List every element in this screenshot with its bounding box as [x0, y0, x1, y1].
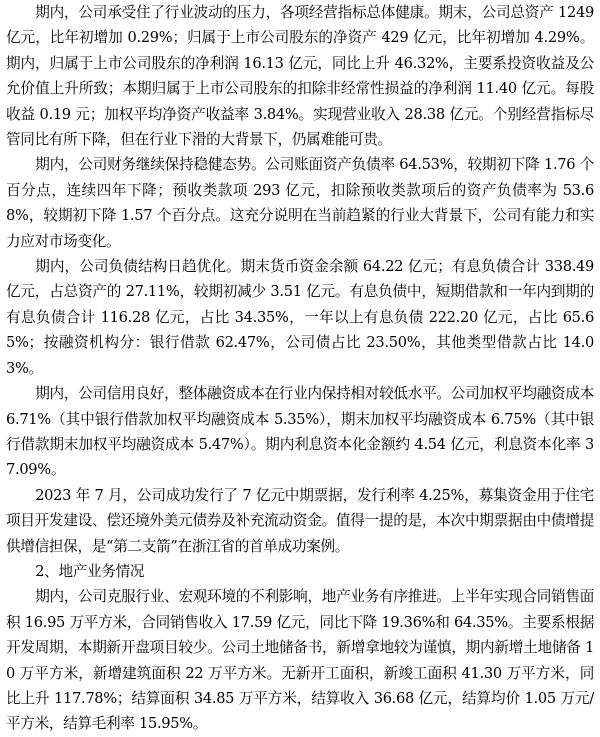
paragraph-operating-indicators: 期内，公司承受住了行业波动的压力，各项经营指标总体健康。期末，公司总资产 1249 亿元，比年初增加 0.29%；归属于上市公司股东的净资产 429 亿元，比年初增加 4.29%。期内，归属于上市公司股东的净利润 16.13 亿元，同比上升 46.32%，主要系投资收益及公允价值上升所致；本期归属于上市公司股东的扣除非经常性损益的净利润 11.40 亿元。每股收益 0.19 元；加权平均净资产收益率 3.84%。实现营业收入 28.38 亿元。个别经营指标尽管同比有所下降，但在行业下滑的大背景下，仍属难能可贵。: [6, 4, 594, 149]
paragraph-medium-term-notes: 2023 年 7 月，公司成功发行了 7 亿元中期票据，发行利率 4.25%，募集资金用于住宅项目开发建设、偿还境外美元债券及补充流动资金。值得一提的是，本次中期票据由中债增提供增信担保，是“第二支箭”在浙江省的首单成功案例。: [6, 486, 594, 555]
paragraph-real-estate-business: 期内，公司克服行业、宏观环境的不利影响，地产业务有序推进。上半年实现合同销售面积 16.95 万平方米，合同销售收入 17.59 亿元，同比下降 19.36%和 64.35%。主要系根据开发周期，本期新开盘项目较少。公司土地储备书，新增拿地较为谨慎，期内新增土地储备 10 万平方米，新增建筑面积 22 万平方米。无新开工面积，新竣工面积 41.30 万平方米，同比上升 117.78%；结算面积 34.85 万平方米，结算收入 36.68 亿元，结算均价 1.05 万元/平方米，结算毛利率 15.95%。: [6, 588, 594, 733]
paragraph-financing-cost: 期内，公司信用良好，整体融资成本在行业内保持相对较低水平。公司加权平均融资成本 6.71%（其中银行借款加权平均融资成本 5.35%），期末加权平均融资成本 6.75%（其中银行借款期末加权平均融资成本 5.47%）。期内利息资本化金额约 4.54 亿元，利息资本化率 37.09%。: [6, 385, 594, 479]
section-heading-real-estate: 2、地产业务情况: [35, 562, 145, 580]
paragraph-financial-stability: 期内，公司财务继续保持稳健态势。公司账面资产负债率 64.53%，较期初下降 1.76 个百分点，连续四年下降；预收类款项 293 亿元，扣除预收类款项后的资产负债率为 53.68%，较期初下降 1.57 个百分点。这充分说明在当前趋紧的行业大背景下，公司有能力和实力应对市场变化。: [6, 156, 594, 250]
paragraph-debt-structure: 期内，公司负债结构日趋优化。期末货币资金余额 64.22 亿元；有息负债合计 338.49 亿元，占总资产的 27.11%，较期初减少 3.51 亿元。有息负债中，短期借款和一年内到期的有息负债合计 116.28 亿元，占比 34.35%，一年以上有息负债 222.20 亿元，占比 65.65%；按融资机构分：银行借款 62.47%，公司债占比 23.50%，其他类型借款占比 14.03%。: [6, 258, 594, 377]
